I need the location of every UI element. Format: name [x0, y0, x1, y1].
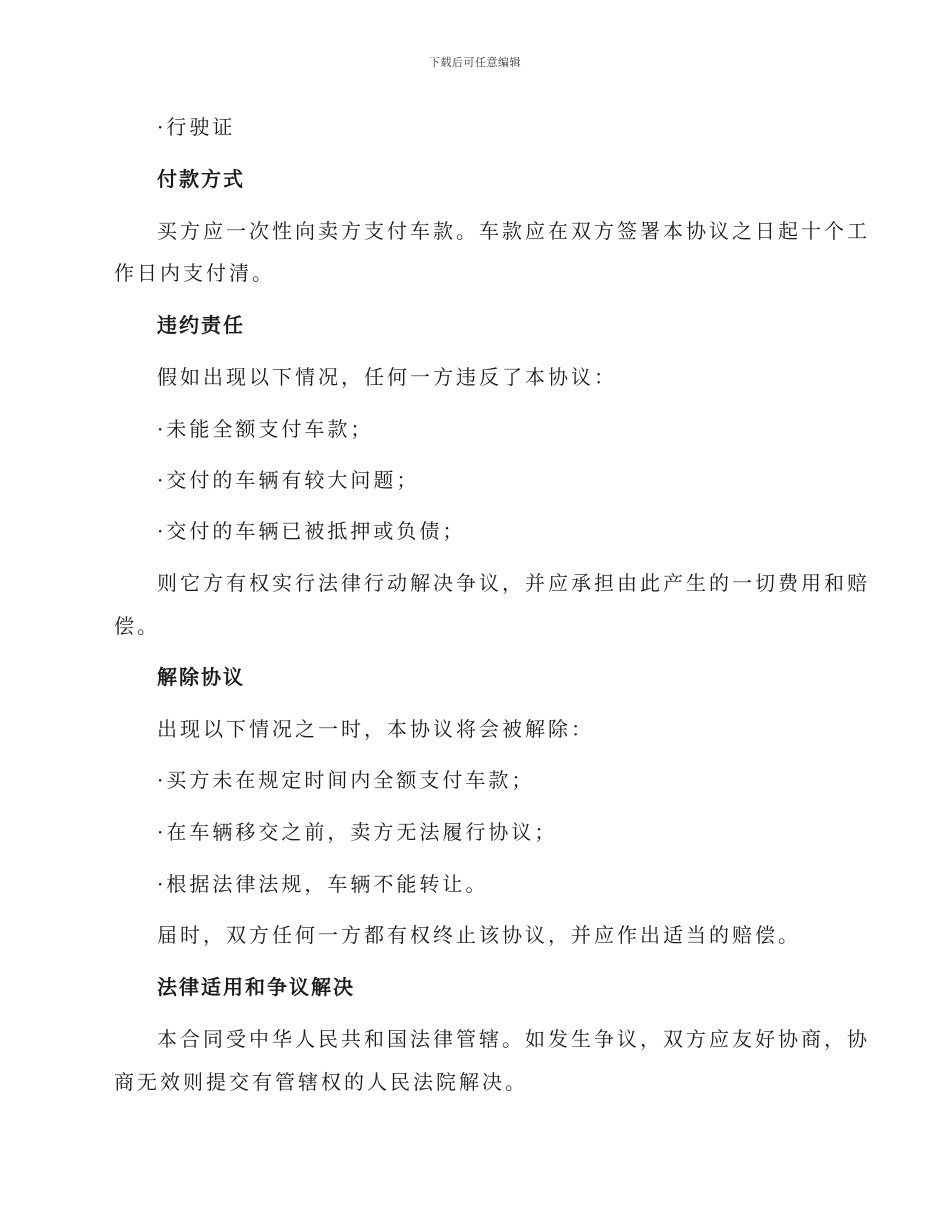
paragraph-line: 本合同受中华人民共和国法律管辖。如发生争议，双方应友好协商，协 [157, 1027, 870, 1051]
bullet-item: ·未能全额支付车款； [157, 417, 374, 441]
paragraph-line: 假如出现以下情况，任何一方违反了本协议： [157, 365, 617, 389]
bullet-item: ·在车辆移交之前，卖方无法履行协议； [157, 820, 558, 844]
bullet-item: ·交付的车辆有较大问题； [157, 468, 420, 492]
section-heading-governing-law: 法律适用和争议解决 [157, 975, 355, 999]
bullet-item: ·买方未在规定时间内全额支付车款； [157, 768, 535, 792]
paragraph-line: 买方应一次性向卖方支付车款。车款应在双方签署本协议之日起十个工 [157, 219, 870, 243]
paragraph-line: 出现以下情况之一时，本协议将会被解除： [157, 717, 594, 741]
page-header: 下载后可任意编辑 [429, 56, 521, 69]
section-heading-payment: 付款方式 [157, 167, 245, 191]
section-heading-breach: 违约责任 [157, 313, 245, 337]
paragraph-line: 作日内支付清。 [114, 261, 275, 285]
paragraph-line: 则它方有权实行法律行动解决争议，并应承担由此产生的一切费用和赔 [157, 571, 870, 595]
bullet-item: ·交付的车辆已被抵押或负债； [157, 519, 466, 543]
paragraph-line: 偿。 [114, 614, 160, 638]
bullet-item: ·根据法律法规，车辆不能转让。 [157, 872, 489, 896]
bullet-item-license: ·行驶证 [157, 115, 236, 139]
section-heading-termination: 解除协议 [157, 665, 245, 689]
paragraph-line: 届时，双方任何一方都有权终止该协议，并应作出适当的赔偿。 [157, 923, 801, 947]
paragraph-line: 商无效则提交有管辖权的人民法院解决。 [114, 1070, 528, 1094]
